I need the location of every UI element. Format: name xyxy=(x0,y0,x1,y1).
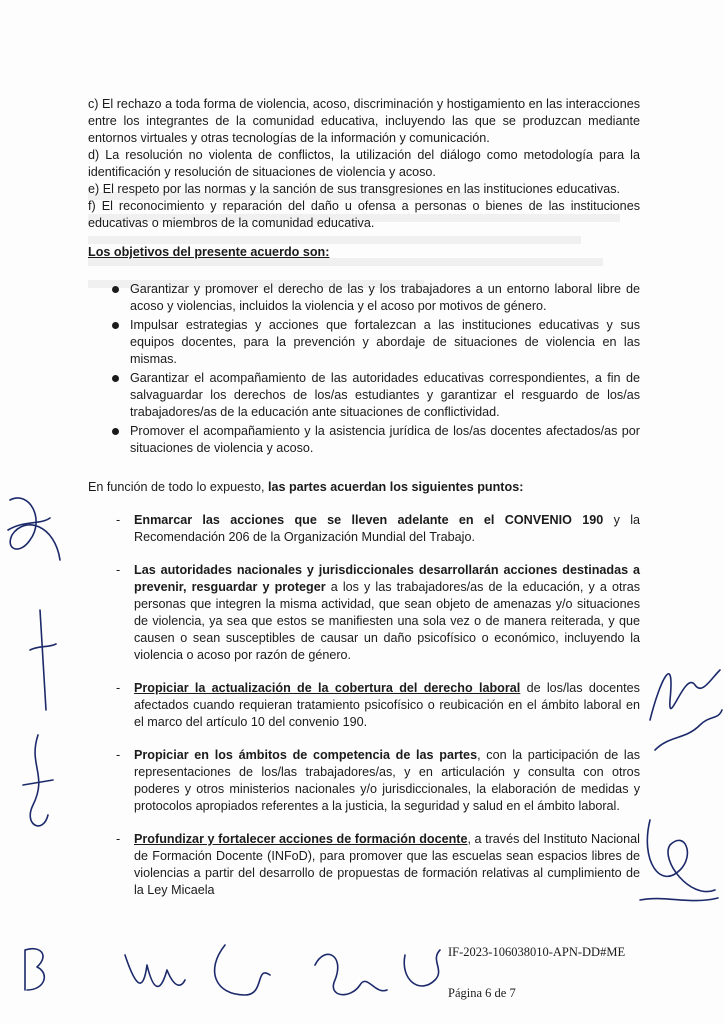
paragraph-d: d) La resolución no violenta de conflictos, la utilización del diálogo como metodología para la identificación y resolución de situaciones de violencia y acoso. xyxy=(88,148,640,179)
bullet-icon xyxy=(112,428,119,435)
paragraph-e: e) El respeto por las normas y la sanción de sus transgresiones en las instituciones educativas. xyxy=(88,182,621,196)
agreement-point: - Enmarcar las acciones que se lleven adelante en el CONVENIO 190 y la Recomendación 206 de la Organización Mundial del Trabajo. xyxy=(116,513,640,544)
bullet-icon xyxy=(112,322,119,329)
signature-left-mid xyxy=(20,600,70,720)
paragraph-f: f) El reconocimiento y reparación del daño u ofensa a personas o bienes de las instituciones educativas o miembros de la comunidad educativa. xyxy=(88,199,640,230)
agreement-point: - Propiciar la actualización de la cobertura del derecho laboral de los/las docentes afectados cuando requieran tratamiento psicofísico o reubicación en el ámbito laboral en el marco del artículo 10 del convenio 190. xyxy=(116,681,640,729)
signature-right-top xyxy=(640,640,724,770)
dash-marker: - xyxy=(116,832,121,846)
objective-item: Garantizar el acompañamiento de las autoridades educativas correspondientes, a fin de salvaguardar los derechos de los/as estudiantes y garantizar el resguardo de los/as trabajadores/as de la educación ante situaciones de conflictividad. xyxy=(110,370,640,421)
agreement-lead: En función de todo lo expuesto, las partes acuerdan los siguientes puntos: xyxy=(88,480,524,494)
signature-left-bottom xyxy=(8,725,68,845)
dash-marker: - xyxy=(116,748,121,762)
document-id: IF-2023-106038010-APN-DD#ME xyxy=(448,945,626,959)
document-body xyxy=(88,96,640,915)
dash-marker: - xyxy=(116,513,121,527)
objective-item: Impulsar estrategias y acciones que fortalezcan a las instituciones educativas y sus equipos docentes, para la prevención y abordaje de situaciones de violencia en las mismas. xyxy=(110,317,640,368)
bullet-icon xyxy=(112,286,119,293)
page-number: Página 6 de 7 xyxy=(448,986,516,1000)
bullet-icon xyxy=(112,375,119,382)
agreement-points-list xyxy=(88,512,640,899)
objectives-list xyxy=(88,281,640,457)
signature-left-top xyxy=(0,480,80,570)
agreement-point: - Las autoridades nacionales y jurisdiccionales desarrollarán acciones destinadas a prevenir, resguardar y proteger a los y las trabajadores/as de la educación, y a otras personas que integren la misma actividad, que sean objeto de amenazas y/o situaciones de violencia, ya sea que estos se manifiesten una sola vez o de manera reiterada, y que causen o sean susceptibles de causar un daño psicofísico o económico, incluyendo la violencia o acoso por razón de género. xyxy=(116,563,640,662)
objective-item: Promover el acompañamiento y la asistencia jurídica de los/as docentes afectados/as por situaciones de violencia y acoso. xyxy=(110,423,640,457)
agreement-point: - Profundizar y fortalecer acciones de formación docente, a través del Instituto Nacional de Formación Docente (INFoD), para promover que las escuelas sean espacios libres de violencias a partir del desarrollo de propuestas de formación relativas al cumplimiento de la Ley Micaela xyxy=(116,832,640,897)
objective-item: Garantizar y promover el derecho de las y los trabajadores a un entorno laboral libre de acoso y violencias, incluidos la violencia y el acoso por motivos de género. xyxy=(110,281,640,315)
signature-right-bottom xyxy=(630,800,724,920)
paragraph-c: c) El rechazo a toda forma de violencia, acoso, discriminación y hostigamiento en las interacciones entre los integrantes de la comunidad educativa, incluyendo las que se produzcan mediante entornos virtuales y otras tecnologías de la información y comunicación. xyxy=(88,97,640,145)
dash-marker: - xyxy=(116,681,121,695)
signatures-bottom-row xyxy=(15,935,455,1010)
agreement-point: - Propiciar en los ámbitos de competencia de las partes, con la participación de las representaciones de los/las trabajadores/as, y en articulación y consulta con otros poderes y otros ministerios nacionales y/o jurisdiccionales, la elaboración de medidas y protocolos apropiados referentes a la justicia, la seguridad y salud en el ámbito laboral. xyxy=(116,748,640,813)
objectives-heading: Los objetivos del presente acuerdo son: xyxy=(88,245,330,259)
dash-marker: - xyxy=(116,563,121,577)
